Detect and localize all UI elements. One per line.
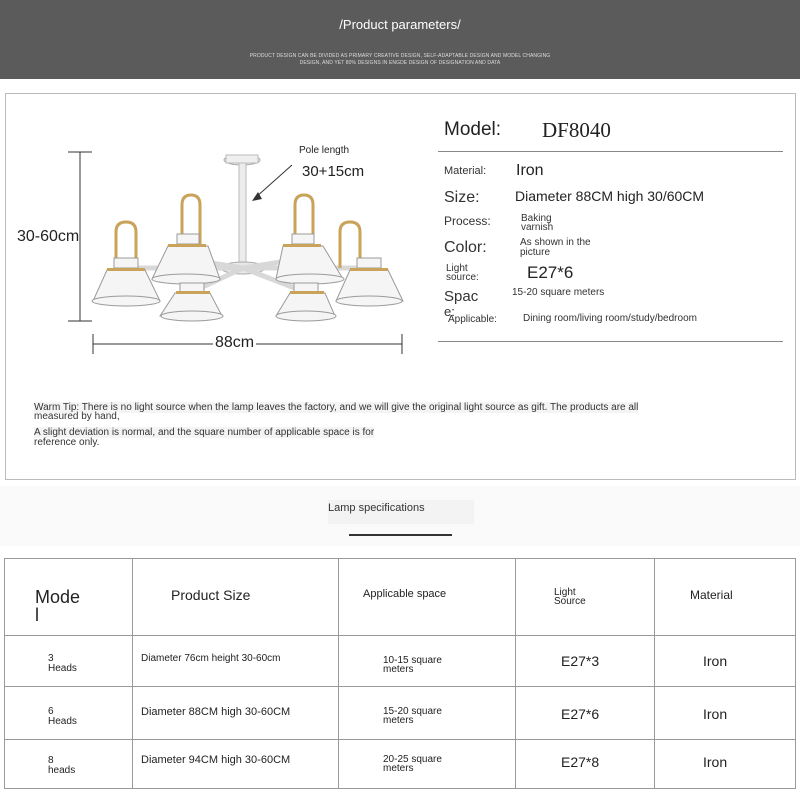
warm-tip-line-1: Warm Tip: There is no light source when the lamp leaves the factory, and we will give the original light source as gift. The products are all [34,402,639,413]
pole-length-label: Pole length [299,145,350,156]
color-value-2: picture [520,247,551,258]
light-source-value: E27*6 [527,263,574,282]
pole-length-value: 30+15cm [302,163,365,180]
row-heads-count: 6 [48,706,54,717]
row-heads-label: heads [48,765,76,776]
applicable-value: Dining room/living room/study/bedroom [523,313,697,324]
applicable-label: Applicable: [448,314,497,325]
row-material-text: Iron [703,653,728,669]
model-value: DF8040 [542,118,611,142]
table-header-row [5,559,796,636]
space-value: 15-20 square meters [512,287,605,298]
spec-divider [438,341,783,342]
color-value-1: As shown in the [520,237,591,248]
process-value-2: varnish [521,222,554,233]
table-row [5,740,796,789]
row-light-source-text: E27*8 [561,754,600,770]
material-value: Iron [516,162,544,179]
row-space-text-2: meters [383,715,414,726]
spec-table [4,558,796,789]
size-label: Size: [444,189,480,206]
model-divider [438,151,783,152]
row-material [655,636,796,687]
process-label: Process: [444,214,491,228]
row-space-text-1: 15-20 square [383,706,442,717]
header-model [5,559,133,636]
material-label: Material: [444,165,487,177]
row-space-text-1: 10-15 square [383,655,442,666]
row-model [5,636,133,687]
row-light-source [516,636,655,687]
table-row [5,636,796,687]
row-light-source [516,687,655,740]
warm-tip-line-3: A slight deviation is normal, and the square number of applicable space is for [34,427,375,438]
banner-subtitle: PRODUCT DESIGN CAN BE DIVIDED AS PRIMARY CREATIVE DESIGN, SELF-ADAPTABLE DESIGN AND MODEL CHANGING DESIGN, AND YET 80% DESIGNS IN ENGDE DESIGN OF DESIGNATION AND DATA [249,53,551,66]
row-material [655,687,796,740]
row-product-size-text: Diameter 76cm height 30-60cm [141,653,281,664]
row-material [655,740,796,789]
header-applicable-space [339,559,516,636]
row-heads-count: 3 [48,653,54,664]
banner-title: /Product parameters/ [339,17,461,32]
row-light-source [516,740,655,789]
row-applicable-space [339,687,516,740]
width-dimension: 88cm [215,334,255,351]
row-heads-label: Heads [48,716,77,727]
header-banner [0,0,800,79]
size-value: Diameter 88CM high 30/60CM [515,188,705,204]
light-source-label-2: source: [446,272,479,283]
space-label-1: Spac [444,288,479,305]
row-applicable-space [339,636,516,687]
header-material [655,559,796,636]
row-space-text-2: meters [383,664,414,675]
process-value-1: Baking [521,213,552,224]
row-applicable-space [339,740,516,789]
row-light-source-text: E27*6 [561,706,600,722]
header-model-text-1: Mode [35,587,81,607]
light-source-label-1: Light [446,263,468,274]
warm-tip-line-2: measured by hand, [34,411,120,422]
row-material-text: Iron [703,706,728,722]
model-label: Model: [444,119,502,140]
height-dimension: 30-60cm [17,228,80,245]
header-material-text: Material [690,588,733,602]
row-heads-label: Heads [48,663,77,674]
lamp-specifications-title: Lamp specifications [328,500,474,524]
row-light-source-text: E27*3 [561,653,600,669]
row-heads-count: 8 [48,755,54,766]
space-label-2: e: [444,304,455,319]
row-product-size-text: Diameter 88CM high 30-60CM [141,706,291,718]
row-product-size [133,636,339,687]
header-light-source [516,559,655,636]
row-model [5,740,133,789]
row-product-size-text: Diameter 94CM high 30-60CM [141,754,291,766]
table-row [5,687,796,740]
header-applicable-space-text: Applicable space [363,588,447,600]
row-space-text-1: 20-25 square [383,754,442,765]
header-light-source-text-2: Source [554,596,586,607]
row-product-size [133,687,339,740]
header-product-size [133,559,339,636]
header-product-size-text: Product Size [171,587,251,603]
row-space-text-2: meters [383,763,414,774]
header-light-source-text-1: Light [554,587,576,598]
color-label: Color: [444,239,487,256]
header-model-text-2: l [35,605,39,625]
warm-tip-line-4: reference only. [34,437,100,448]
row-product-size [133,740,339,789]
row-material-text: Iron [703,754,728,770]
lamp-specifications-underline [349,534,452,536]
row-model [5,687,133,740]
